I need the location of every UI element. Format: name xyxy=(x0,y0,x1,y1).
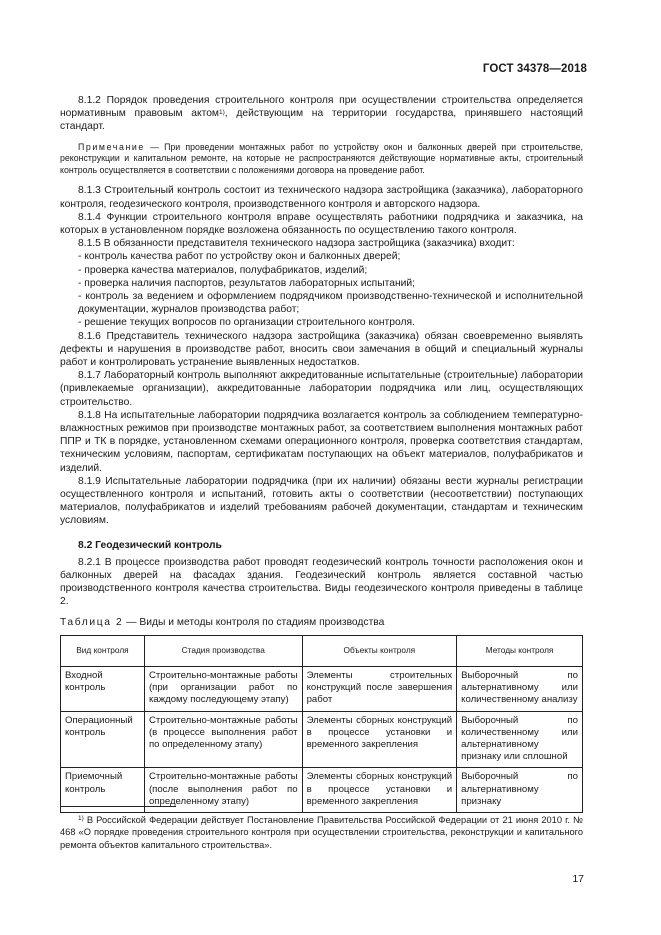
table-row xyxy=(61,711,583,768)
table-cell: Элементы сборных конструкций в процессе установки и временного закрепления xyxy=(302,768,457,813)
paragraph-8-2-1: 8.2.1 В процессе производства работ проводят геодезический контроль точности расположения окон и балконных дверей на фасадах здания. Геодезический контроль является составной частью производственного контроля качества строительства. Виды геодезического контроля приведены в таблице 2. xyxy=(60,556,583,608)
control-methods-table xyxy=(60,635,583,813)
list-item: - контроль за ведением и оформлением подрядчиком производственно-технической и исполнительной документации, журналов производства работ; xyxy=(78,291,583,316)
table-cell: Входной контроль xyxy=(61,666,145,711)
list-item: - проверка качества материалов, полуфабрикатов, изделий; xyxy=(78,264,368,276)
footnote-ref: 1) xyxy=(219,109,225,117)
main-content xyxy=(60,94,583,813)
paragraph-8-1-9: 8.1.9 Испытательные лаборатории подрядчика (при их наличии) обязаны вести журналы регистрации осуществленного контроля и испытаний, готовить акты о соответствии (несоответствии) поступающих материалов, полуфабрикатов и изделий требованиям рабочей документации, стандартам и техническим условиям. xyxy=(60,475,583,527)
table-cell: Выборочный по альтернативному или количественному анализу xyxy=(457,666,583,711)
list-item: - проверка наличия паспортов, результатов лабораторных испытаний; xyxy=(78,277,416,289)
note-paragraph xyxy=(60,142,583,177)
table-header-row xyxy=(61,635,583,666)
table-cell: Строительно-монтажные работы (при организации работ по каждому последующему этапу) xyxy=(144,666,302,711)
table-caption-text: — Виды и методы контроля по стадиям производства xyxy=(123,616,385,628)
paragraph-text-tail: , действующим на территории государства, принявшего настоящий стандарт. xyxy=(60,108,583,133)
paragraph-8-1-7: 8.1.7 Лабораторный контроль выполняют аккредитованные испытательные (строительные) лаборатории (привлекаемые организации), аккредитованные лаборатории подрядчика или лиц, осуществляющих строительство. xyxy=(60,370,583,408)
paragraph-8-1-3: 8.1.3 Строительный контроль состоит из технического надзора застройщика (заказчика), лабораторного контроля, геодезического контроля, производственного контроля и авторского надзора. xyxy=(60,185,583,210)
paragraph-8-1-2 xyxy=(60,94,583,134)
footnote-paragraph xyxy=(60,814,583,851)
document-id-header: ГОСТ 34378—2018 xyxy=(482,63,587,75)
footnote xyxy=(60,814,583,851)
list-item: - контроль качества работ по устройству окон и балконных дверей; xyxy=(78,251,401,263)
table-caption xyxy=(60,616,583,629)
table-cell: Строительно-монтажные работы (в процессе выполнения работ по определенному этапу) xyxy=(144,711,302,768)
paragraph-8-1-4: 8.1.4 Функции строительного контроля вправе осуществлять работники подрядчика и заказчика, на которых в установленном порядке возложена обязанность по осуществлению такого контроля. xyxy=(60,211,583,236)
header-cell: Стадия производства xyxy=(144,635,302,666)
header-cell: Методы контроля xyxy=(457,635,583,666)
section-heading-8-2: 8.2 Геодезический контроль xyxy=(78,539,222,551)
table-cell: Выборочный по альтернативному признаку xyxy=(457,768,583,813)
note-lead: Примечание xyxy=(78,141,145,152)
paragraph-8-1-5: 8.1.5 В обязанности представителя технического надзора застройщика (заказчика) входит: xyxy=(78,238,515,250)
table-caption-lead: Таблица 2 xyxy=(60,616,124,628)
note-text: — При проведении монтажных работ по устройству окон и балконных дверей при строительстве, реконструкции и капитальном ремонте, на которые не распространяются действующие нормативные акты, строительный контроль осуществляется в соответствии с положениями договора на проведение работ. xyxy=(60,141,583,175)
header-cell: Объекты контроля xyxy=(302,635,457,666)
footnote-mark: 1) xyxy=(78,815,84,822)
paragraph-text: 8.1.2 Порядок проведения строительного контроля при осуществлении строительства определяется нормативным правовым актом xyxy=(60,95,583,120)
table-cell: Выборочный по количественному или альтернативному признаку или сплошной xyxy=(457,711,583,768)
table-cell: Приемочный контроль xyxy=(61,768,145,813)
table-cell: Элементы сборных конструкций в процессе установки и временного закрепления xyxy=(302,711,457,768)
footnote-divider xyxy=(60,806,176,807)
table-row xyxy=(61,666,583,711)
paragraph-8-1-6: 8.1.6 Представитель технического надзора застройщика (заказчика) обязан своевременно выявлять дефекты и нарушения в производстве работ, вносить свои замечания в общий и специальный журналы работ и контролировать устранение выявленных недостатков. xyxy=(60,330,583,369)
footnote-text: В Российской Федерации действует Постановление Правительства Российской Федерации от 21 июня 2010 г. № 468 «О порядке проведения строительного контроля при осуществлении строительства, реконструкции и капитального ремонта объектов капитального строительства». xyxy=(60,815,583,850)
table-cell: Строительно-монтажные работы (после выполнения работ по определенному этапу) xyxy=(144,768,302,813)
list-item: - решение текущих вопросов по организации строительного контроля. xyxy=(78,317,415,329)
paragraph-8-1-8: 8.1.8 На испытательные лаборатории подрядчика возлагается контроль за соблюдением температурно-влажностных режимов при производстве монтажных работ, за соответствием выполнения монтажных работ ППР и ТК в порядке, установленном схемами операционного контроля, проверка соответствия стандартам, техническим условиям, паспортам, сертификатам поступающих на объект материалов, полуфабрикатов и изделий. xyxy=(60,409,583,474)
table-cell: Операционный контроль xyxy=(61,711,145,768)
table-cell: Элементы строительных конструкций после завершения работ xyxy=(302,666,457,711)
page-number: 17 xyxy=(572,873,584,885)
header-cell: Вид контроля xyxy=(61,635,145,666)
